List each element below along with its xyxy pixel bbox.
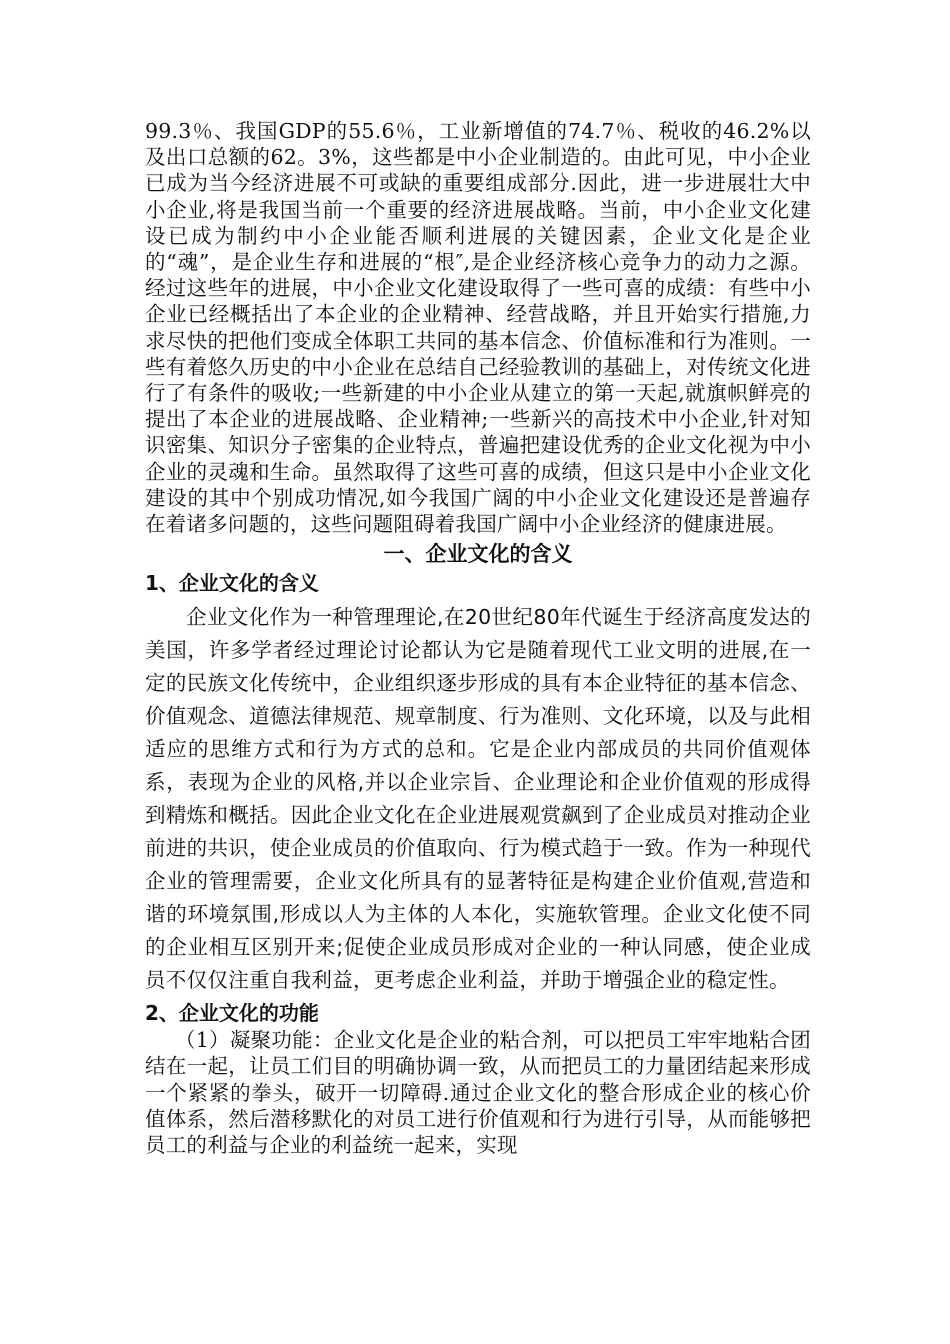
subsection-2-heading: 2、企业文化的功能 [145, 1001, 319, 1026]
intro-paragraph: 99.3％、我国GDP的55.6％，工业新增值的74.7％、税收的46.2%以及出口总额的62。3%，这些都是中小企业制造的。由此可见，中小企业已成为当今经济进展不可或缺的重要组成部分.因此，进一步进展壮大中小企业,将是我国当前一个重要的经济进展战略。当前，中小企业文化建设已成为制约中小企业能否顺利进展的关键因素，企业文化是企业的“魂”，是企业生存和进展的“根″,是企业经济核心竞争力的动力之源。经过这些年的进展，中小企业文化建设取得了一些可喜的成绩：有些中小企业已经概括出了本企业的企业精神、经营战略，并且开始实行措施,力求尽快的把他们变成全体职工共同的基本信念、价值标准和行为准则。一些有着悠久历史的中小企业在总结自己经验教训的基础上，对传统文化进行了有条件的吸收;一些新建的中小企业从建立的第一天起,就旗帜鲜亮的提出了本企业的进展战略、企业精神;一些新兴的高技术中小企业,针对知识密集、知识分子密集的企业特点，普遍把建设优秀的企业文化视为中小企业的灵魂和生命。虽然取得了这些可喜的成绩，但这只是中小企业文化建设的其中个别成功情况,如今我国广阔的中小企业文化建设还是普遍存在着诸多问题的，这些问题阻碍着我国广阔中小企业经济的健康进展。 [145, 119, 811, 537]
intro-section [145, 118, 811, 537]
subsection-2-paragraph: （1）凝聚功能：企业文化是企业的粘合剂，可以把员工牢牢地粘合团结在一起，让员工们目的明确协调一致，从而把员工的力量团结起来形成一个紧紧的拳头，破开一切障碍.通过企业文化的整合形成企业的核心价值体系，然后潜移默化的对员工进行价值观和行为进行引导，从而能够把员工的利益与企业的利益统一起来，实现 [145, 1028, 811, 1158]
section-heading: 一、企业文化的含义 [383, 542, 573, 567]
subsection-2-section [145, 1027, 811, 1158]
subsection-1-paragraph: 企业文化作为一种管理理论,在20世纪80年代诞生于经济高度发达的美国，许多学者经过理论讨论都认为它是随着现代工业文明的进展,在一定的民族文化传统中，企业组织逐步形成的具有本企业特征的基本信念、价值观念、道德法律规范、规章制度、行为准则、文化环境，以及与此相适应的思维方式和行为方式的总和。它是企业内部成员的共同价值观体系，表现为企业的风格,并以企业宗旨、企业理论和企业价值观的形成得到精炼和概括。因此企业文化在企业进展观赏飙到了企业成员对推动企业前进的共识，使企业成员的价值取向、行为模式趋于一致。作为一种现代企业的管理需要，企业文化所具有的显著特征是构建企业价值观,营造和谐的环境氛围,形成以人为主体的人本化，实施软管理。企业文化使不同的企业相互区别开来;促使企业成员形成对企业的一种认同感，使企业成员不仅仅注重自我利益，更考虑企业利益，并助于增强企业的稳定性。 [145, 605, 811, 993]
document-page [145, 118, 811, 1158]
subsection-1-heading: 1、企业文化的含义 [145, 571, 319, 596]
